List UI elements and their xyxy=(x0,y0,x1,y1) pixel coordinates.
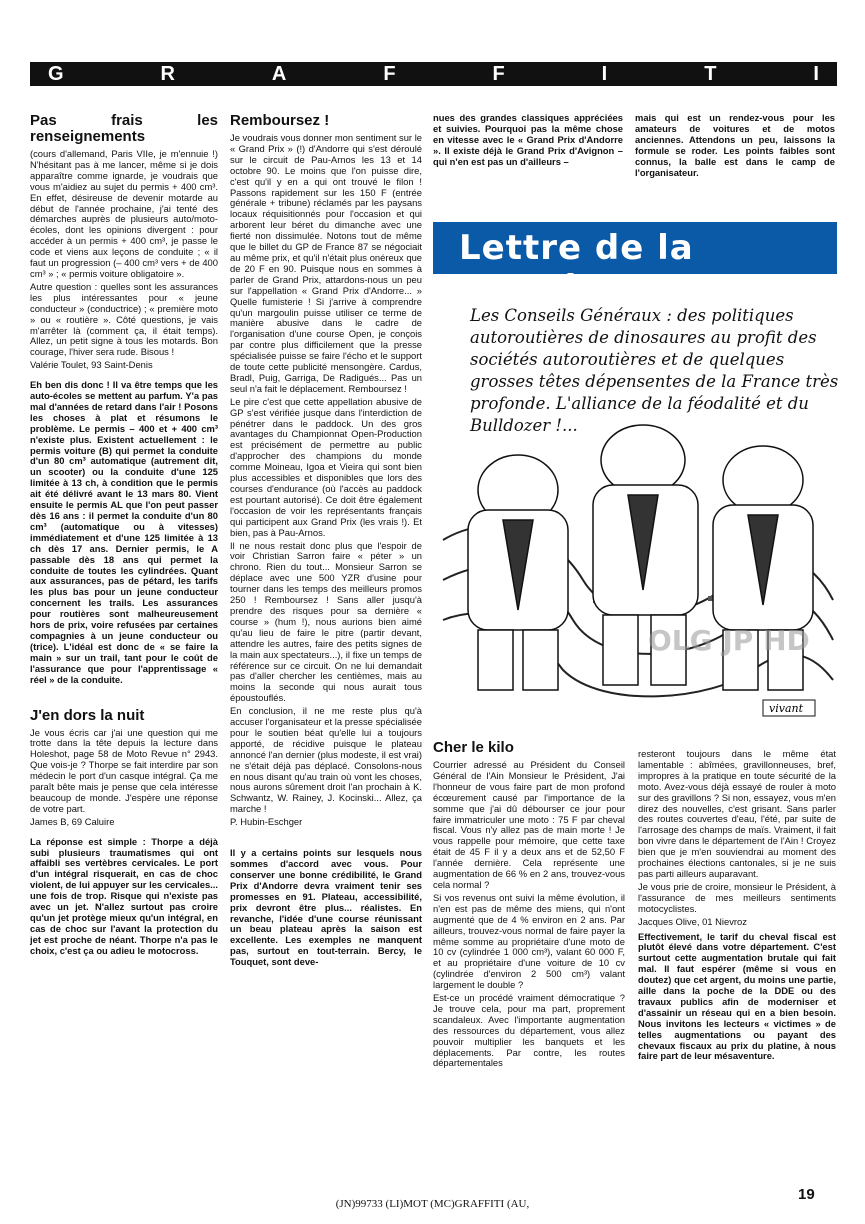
reply-continuation xyxy=(635,113,835,180)
letter-text: Il ne nous restait donc plus que l'espoir de voir Christian Sarron faire « péter » un chrono. Rien du tout... Monsieur Sarron se déplace avec une 500 YZR d'usine pour tourner dans les temps des meilleurs promos 250 ! Remboursez ! Sans aller jusqu'à prendre des risques pour sa dernière « course » (hum !), nous aurions bien aimé qu'au lieu de faire le pitre (partir devant, attendre les autres, faire des petits signes de la main aux spectateurs...), il fixe un temps de référence sur ce circuit. On ne lui demandait pas d'aller chercher les centièmes, mais au moins la seconde qui nous aurait tous époustouflés. xyxy=(230,539,422,704)
letter-of-week-title: Lettre de la semaine xyxy=(459,228,694,308)
cartoon-signature: vivant xyxy=(769,702,804,715)
column-2 xyxy=(230,113,422,970)
letter-signature: P. Hubin-Eschger xyxy=(230,816,303,828)
letter-text: Si vos revenus ont suivi la même évolution, il n'en est pas de même des miens, qui n'ont augmenté que de 4 % environ en 2 ans. Par ailleurs, trouvez-vous normal de faire payer la même somme au propriétaire d'une moto de 10 cv (cylindrée 1 000 cm³), valant 60 000 F, et au propriétaire d'une voiture de 10 cv (cylindrée d'environ 2 500 cm³) valant largement le double ? xyxy=(433,891,625,991)
banner-letter: G xyxy=(48,63,64,85)
letter-text: Le pire c'est que cette appellation abusive de GP s'est vérifiée jusque dans l'interdiction de pénétrer dans le paddock. Un des gros avantages du Championnat Open-Production est précisément de permettre au public d'approcher des champions du monde comme Moineau, Igoa et Vieira qui sont bien plus accessibles et disponibles que lors des courses d'endurance (où l'accès au paddock est pourtant autorisé). Ce doit être également l'occasion de voir les représentants français qui participent aux Grand Prix (les vrais !). Et bien, pas à Pau-Arnos. xyxy=(230,395,422,538)
page-number: 19 xyxy=(798,1186,815,1203)
banner-letter: I xyxy=(601,63,608,85)
column-3 xyxy=(433,740,625,1071)
cartoon-caption: Les Conseils Généraux : des politiques autoroutières de dinosaures au profit des sociétés autoroutières et de quelques grosses têtes dépensentes de la France très profonde. L'alliance de la féodalité et du Bulldozer !... xyxy=(470,306,839,435)
banner-letter: F xyxy=(492,63,505,85)
article-heading: Cher le kilo xyxy=(433,739,514,756)
column-1 xyxy=(30,113,218,959)
banner-letter: A xyxy=(271,63,287,85)
banner-letter: R xyxy=(160,63,175,85)
article-heading: Pas frais les renseignements xyxy=(30,112,218,145)
letter-text: resteront toujours dans le même état lamentable : abîmées, gravillonneuses, bref, impropres à la pratique en toute sécurité de la moto. Avez-vous déjà essayé de rouler à moto sur des gravillons ? Si non, essayez, vous m'en direz des nouvelles, c'est grisant. Sans parler des routes couvertes d'eau, l'été, par suite de l'arrosage des champs de maïs. Vraiment, il fait bon vivre dans le département de l'Ain ! Croyez bien que je m'en souviendrai au moment des prochaines élections cantonales, si je ne suis pas parti ailleurs auparavant. xyxy=(638,748,836,879)
banner-letter: F xyxy=(383,63,396,85)
letter-text: Autre question : quelles sont les assurances les plus intéressantes pour « jeune conducteur » (conductrice) ; « première moto » ou « routière ». Côté questions, je vais m'arrêter là (comment ça, il était temps). Allez, un petit signe à tous les motards. Bon courage, l'hiver sera rude. Bisous ! xyxy=(30,280,218,358)
letter-of-week-banner xyxy=(433,222,837,308)
letter-text: (cours d'allemand, Paris VIIe, je m'ennuie !) N'hésitant pas à me lancer, même si je dois apparaître comme ignarde, je voudrais que vous m'aidiez au sujet du permis + 400 cm³. En effet, désireuse de devenir motarde au début de l'année prochaine, j'ai tenté des démarches auprès de plusieurs auto/moto-écoles, dont les opinions divergent : pour accéder à un permis + 400 cm³, je passe le code et viens aux leçons de conduite ; « il faut un progression (– 400 cm³ vers + de 400 cm³ » ; « permis voiture obligatoire ». xyxy=(30,148,218,279)
signature-box xyxy=(763,700,815,716)
letter-text: Est-ce un procédé vraiment démocratique ? Je trouve cela, pour ma part, proprement scandaleux. Avec l'importante augmentation des ressources du département, vous allez pouvoir multiplier les banquets et les déplacements. Par contre, les routes départementales xyxy=(433,992,625,1069)
letter-text: Je vous écris car j'ai une question qui me trotte dans la tête depuis la lecture dans Holeshot, page 58 de Moto Revue n° 2943. Que vois-je ? Thorpe se fait interdire par son médecin le port d'un casque intégral. Ça me paraît bête mais je pense que cela intéresse beaucoup de monde. J'espère une réponse de votre part. xyxy=(30,726,218,814)
graffiti-banner xyxy=(30,62,837,86)
column-4 xyxy=(638,749,836,1064)
letter-text: Je vous prie de croire, monsieur le Président, à l'assurance de mes meilleurs sentiments motocyclistes. xyxy=(638,880,836,914)
footer-code: (JN)99733 (LI)MOT (MC)GRAFFITI (AU, xyxy=(335,1198,530,1210)
letter-text: Courrier adressé au Président du Conseil Général de l'Ain Monsieur le Président, J'ai l'honneur de vous faire part de mon profond écœurement causé par l'importance de la somme que j'ai dû débourser ce jour pour faire immatriculer une moto : 75 F par cheval fiscal. Vous n'y allez pas de main morte ! Je vous rappelle pour mémoire, que cette taxe était de 45 F il y a deux ans et de 52,50 F l'année dernière. Cela représente une augmentation de 66 % en 2 ans, trouvez-vous cela normal ? xyxy=(433,759,625,890)
letter-signature: James B, 69 Caluire xyxy=(30,815,115,827)
letter-text: Je voudrais vous donner mon sentiment sur le « Grand Prix » (!) d'Andorre qui s'est déroulé sur le circuit de Pau-Arnos les 13 et 14 octobre 90. Le moins que l'on puisse dire, c'est qu'il y en a qui ont trouvé le filon ! Passons rapidement sur les 150 F (entrée générale + tribune) réclamés par les paysans locaux réquisitionnés pour l'occasion et qui arborent leur béret du dimanche avec une fierté non dissimulée. Notons tout de même que le billet du GP de France 87 se négociait au même prix, et qu'il n'était plus onéreux que de 20 F en 90. Puisque nous en sommes à parler de Grand Prix, attardons-nous un peu sur l'appellation « Grand Prix d'Andorre... » Quelle fumisterie ! Si j'arrive à comprendre qu'un margoulin puisse utiliser ce terme de manière abusive dans le cadre de l'organisation d'une course Open, je conçois par contre plus difficilement que la presse spécialisée puisse se faire l'écho et le support de toute cette publicité mensongère. Cardus, Bradl, Puig, Garriga, De Radigués... Pas un seul n'a fait le déplacement. Remboursez ! xyxy=(230,132,422,394)
editor-reply: Eh ben dis donc ! Il va être temps que les auto-écoles se mettent au parfum. Y'a pas mal d'années de retard dans l'air ! Posons les choses à plat et résumons le problème. Le permis – 400 et + 400 cm³ n'existe plus. Existent actuellement : le permis voiture (B) qui permet la conduite d'un 80 cm³ automatique (autrement dit, un scooter) ou la conduite d'une 125 limitée à 13 ch, à condition que le permis ait été délivré avant le 13 mars 80. Vient ensuite le permis AL que l'on peut passer dès 16 ans : il permet la conduite d'un 80 cm³ (automatique ou à vitesses) immédiatement et d'une 125 limitée à 13 ch dès 17 ans. Dernier permis, le A passable dès 18 ans qui permet la conduite de toutes les cylindrées. Quant aux assurances, pas de pétard, les tarifs les plus bas pour un jeune conducteur concernent les trails. Les assurances pour routières sont malheureusement hors de prix, voire refusées par certaines compagnies à un jeune conducteur ou (trice). L'idéal est donc de « se faire la main » sur un trail, tant pour le coût de l'assurance que pour l'apprentissage « réel » de la conduite. xyxy=(30,379,218,685)
letter-signature: Jacques Olive, 01 Nievroz xyxy=(638,915,747,927)
watermark: OLG JP HD xyxy=(648,624,810,657)
letter-signature: Valérie Toulet, 93 Saint-Denis xyxy=(30,359,153,371)
editor-reply: Il y a certains points sur lesquels nous sommes d'accord avec vous. Pour conserver une bonne crédibilité, le Grand Prix d'Andorre devra vraiment tenir ses promesses en 91. Plateau, accessibilité, prix devront être plus... réalistes. En revanche, l'idée d'une course réunissant un beau plateau après la saison est excellente. Les exemples ne manquent pas, surtout en tout-terrain. Bercy, le Touquet, sont deve- xyxy=(230,847,422,968)
article-heading: Remboursez ! xyxy=(230,112,330,129)
reply-continuation xyxy=(433,113,623,170)
editor-reply: mais qui est un rendez-vous pour les amateurs de voitures et de motos anciennes. Attendons un peu, laissons la formule se roder. Les points faibles sont connus, la balle est dans le camp de l'organisateur. xyxy=(635,112,835,178)
figure-left xyxy=(468,455,568,690)
letter-text: En conclusion, il ne me reste plus qu'à accuser l'organisateur et la presse spécialisée pour le soutien béat qu'elle lui a toujours apporté, de récidive puisque le plateau annoncé l'an dernier (plus modeste, il est vrai) ne s'était déjà pas déplacé. Consolons-nous en nous disant qu'au train où vont les choses, nous aurons sûrement droit l'an prochain à K. Schwantz, W. Rainey, J. Kocinski... Allez, ça marche ! xyxy=(230,705,422,815)
article-heading: J'en dors la nuit xyxy=(30,706,145,724)
editor-reply: nues des grandes classiques appréciées et suivies. Pourquoi pas la même chose en vitesse avec le « Grand Prix d'Andorre ». Il existe déjà le Grand Prix d'Avignon – qui n'en est pas un d'ailleurs – xyxy=(433,112,623,167)
editor-reply: La réponse est simple : Thorpe a déjà subi plusieurs traumatismes qui ont affaibli ses vertèbres cervicales. Le port d'un intégral risquerait, en cas de choc violent, de lui appuyer sur les cervicales... une fois de trop. Risque qui n'existe pas avec un jet. N'allez surtout pas croire qu'un jet protège mieux qu'un intégral, en cas de choc sur l'avant la protection du jet est proche de néant. Thorpe n'a pas le choix, c'est ça ou adieu le motocross. xyxy=(30,835,218,956)
banner-letter: I xyxy=(813,63,819,85)
editor-reply: Effectivement, le tarif du cheval fiscal est plutôt élevé dans votre département. C'est surtout cette augmentation brutale qui fait mal. Il faut espérer (même si vous en doutez) que cet argent, du moins une partie, aille dans la poche de la DDE ou des travaux publics afin de moderniser et d'assainir un réseau qui en a bien besoin. Nous invitons les lecteurs « victimes » de telles augmentations ou payant des chevaux fiscaux au prix du platine, à nous faire part de leur mésaventure. xyxy=(638,930,836,1062)
banner-letter: T xyxy=(704,63,717,85)
